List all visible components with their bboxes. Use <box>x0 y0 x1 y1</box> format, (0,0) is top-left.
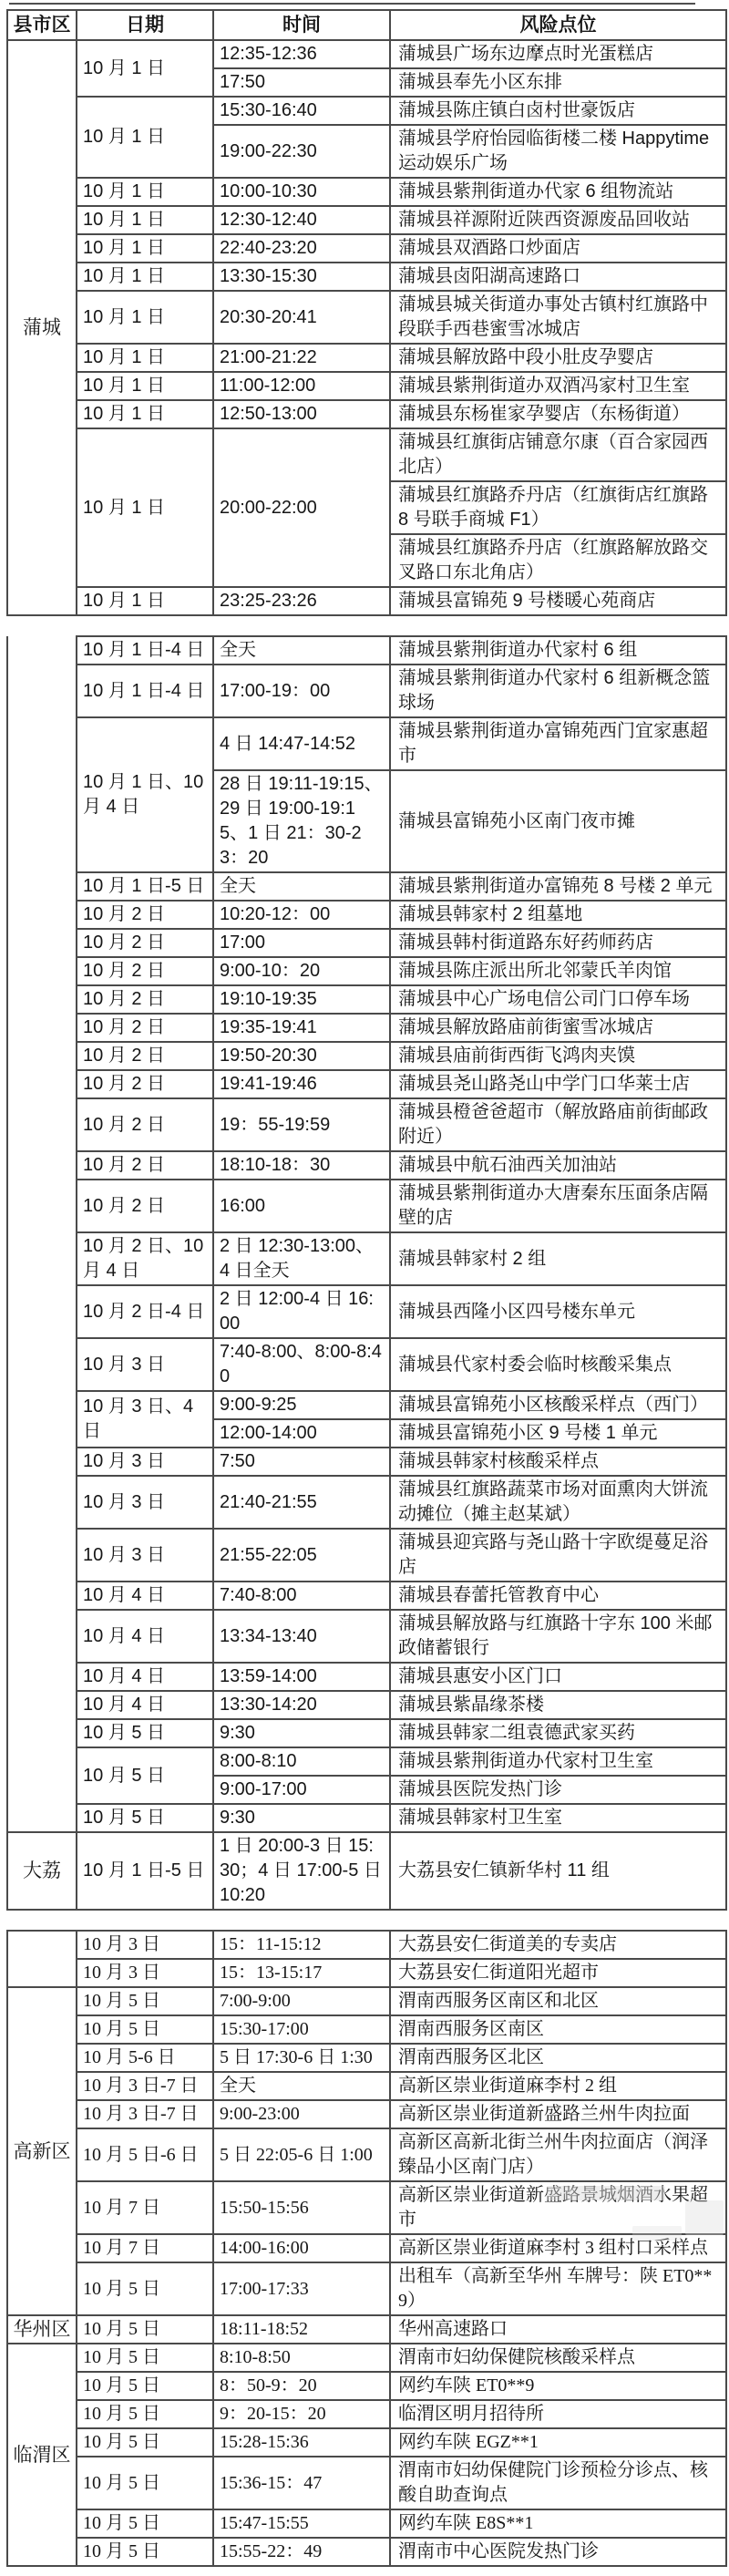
risk-table-1 <box>6 9 727 616</box>
time-cell: 15：11-15:12 <box>213 1931 390 1959</box>
place-cell: 蒲城县韩家村卫生室 <box>390 1804 726 1832</box>
table-row <box>7 901 726 929</box>
table-row <box>7 929 726 957</box>
table-row <box>7 234 726 263</box>
time-cell: 19：55-19:59 <box>213 1098 390 1151</box>
date-cell: 10 月 7 日 <box>77 2234 213 2262</box>
date-cell: 10 月 5 日 <box>77 2457 213 2509</box>
time-cell: 9:30 <box>213 1804 390 1832</box>
table-row <box>7 1098 726 1151</box>
table-row <box>7 2072 726 2100</box>
time-cell: 9:00-10：20 <box>213 957 390 985</box>
date-cell: 10 月 2 日-4 日 <box>77 1285 213 1338</box>
date-cell: 10 月 4 日 <box>77 1582 213 1610</box>
table-row <box>7 636 726 665</box>
time-cell: 23:25-23:26 <box>213 587 390 615</box>
time-cell: 8:10-8:50 <box>213 2344 390 2372</box>
time-cell: 8：50-9：20 <box>213 2372 390 2400</box>
header-row <box>7 10 726 40</box>
date-cell: 10 月 5 日 <box>77 2428 213 2457</box>
place-cell: 华州高速路口 <box>390 2315 726 2344</box>
table-row <box>7 206 726 234</box>
place-cell: 临渭区明月招待所 <box>390 2400 726 2428</box>
table-row <box>7 2128 726 2181</box>
time-cell: 10:00-10:30 <box>213 178 390 206</box>
table-gap <box>5 616 726 635</box>
date-cell: 10 月 5 日 <box>77 1804 213 1832</box>
date-cell: 10 月 3 日 <box>77 1959 213 1987</box>
region-cell <box>7 1931 77 1987</box>
date-cell: 10 月 2 日 <box>77 957 213 985</box>
date-cell: 10 月 5 日 <box>77 1719 213 1747</box>
time-cell: 9:30 <box>213 1719 390 1747</box>
date-cell: 10 月 5 日 <box>77 2344 213 2372</box>
date-cell: 10 月 5 日 <box>77 1747 213 1804</box>
date-cell: 10 月 1 日 <box>77 234 213 263</box>
table-row <box>7 1987 726 2015</box>
date-cell: 10 月 1 日 <box>77 40 213 97</box>
date-cell: 10 月 3 日 <box>77 1931 213 1959</box>
time-cell: 15:36-15：47 <box>213 2457 390 2509</box>
date-cell: 10 月 1 日 <box>77 400 213 428</box>
header-col-3: 风险点位 <box>390 10 726 40</box>
place-cell: 蒲城县韩家村 2 组墓地 <box>390 901 726 929</box>
place-cell: 蒲城县红旗街店铺意尔康（百合家园西北店） <box>390 428 726 481</box>
date-cell: 10 月 1 日-5 日 <box>77 1832 213 1910</box>
place-cell: 蒲城县广场东边摩点时光蛋糕店 <box>390 40 726 68</box>
place-cell: 蒲城县卤阳湖高速路口 <box>390 263 726 291</box>
time-cell: 9:00-17:00 <box>213 1776 390 1804</box>
time-cell: 14:00-16:00 <box>213 2234 390 2262</box>
place-cell: 蒲城县东杨崔家孕婴店（东杨街道） <box>390 400 726 428</box>
watermark <box>547 2186 665 2200</box>
date-cell: 10 月 3 日 <box>77 1448 213 1476</box>
table-row <box>7 2315 726 2344</box>
date-cell: 10 月 3 日、4 日 <box>77 1391 213 1448</box>
table-row <box>7 400 726 428</box>
date-cell: 10 月 3 日-7 日 <box>77 2100 213 2128</box>
table-row <box>7 1691 726 1719</box>
date-cell: 10 月 2 日 <box>77 1014 213 1042</box>
table-gap <box>5 1911 726 1930</box>
region-cell: 临渭区 <box>7 2344 77 2566</box>
place-cell: 大荔县安仁街道阳光超市 <box>390 1959 726 1987</box>
date-cell: 10 月 1 日 <box>77 344 213 372</box>
place-cell: 高新区崇业街道麻李村 3 组村口采样点 <box>390 2234 726 2262</box>
place-cell: 蒲城县红旗路乔丹店（红旗路解放路交叉路口东北角店） <box>390 534 726 587</box>
date-cell: 10 月 5 日 <box>77 2400 213 2428</box>
watermark <box>685 2200 724 2235</box>
date-cell: 10 月 4 日 <box>77 1610 213 1663</box>
place-cell: 蒲城县红旗路蔬菜市场对面熏肉大饼流动摊位（摊主赵某斌） <box>390 1476 726 1529</box>
date-cell: 10 月 1 日 <box>77 263 213 291</box>
place-cell: 渭南市妇幼保健院门诊预检分诊点、核酸自助查询点 <box>390 2457 726 2509</box>
place-cell: 蒲城县韩家村 2 组 <box>390 1232 726 1285</box>
time-cell: 18:10-18：30 <box>213 1151 390 1180</box>
time-cell: 18:11-18:52 <box>213 2315 390 2344</box>
place-cell: 蒲城县中心广场电信公司门口停车场 <box>390 985 726 1014</box>
table-row <box>7 1832 726 1910</box>
time-cell: 5 日 22:05-6 日 1:00 <box>213 2128 390 2181</box>
risk-table-2 <box>6 635 727 1911</box>
table-row <box>7 2538 726 2566</box>
place-cell: 蒲城县解放路与红旗路十字东 100 米邮政储蓄银行 <box>390 1610 726 1663</box>
place-cell: 蒲城县尧山路尧山中学门口华莱士店 <box>390 1070 726 1098</box>
time-cell: 21:55-22:05 <box>213 1529 390 1582</box>
date-cell: 10 月 1 日 <box>77 206 213 234</box>
place-cell: 蒲城县庙前街西街飞鸿肉夹馍 <box>390 1042 726 1070</box>
region-cell: 华州区 <box>7 2315 77 2344</box>
place-cell: 蒲城县惠安小区门口 <box>390 1663 726 1691</box>
place-cell: 蒲城县富锦苑 9 号楼暖心苑商店 <box>390 587 726 615</box>
table-row <box>7 1448 726 1476</box>
place-cell: 蒲城县紫荆街道办双酒冯家村卫生室 <box>390 372 726 400</box>
date-cell: 10 月 5 日-6 日 <box>77 2128 213 2181</box>
place-cell: 蒲城县韩村街道路东好药师药店 <box>390 929 726 957</box>
place-cell: 蒲城县红旗路乔丹店（红旗街店红旗路 8 号联手商城 F1） <box>390 481 726 534</box>
table-row <box>7 1719 726 1747</box>
time-cell: 13:30-15:30 <box>213 263 390 291</box>
date-cell: 10 月 1 日 <box>77 428 213 587</box>
date-cell: 10 月 2 日 <box>77 929 213 957</box>
date-cell: 10 月 1 日 <box>77 587 213 615</box>
date-cell: 10 月 5 日 <box>77 1987 213 2015</box>
place-cell: 蒲城县紫晶缘茶楼 <box>390 1691 726 1719</box>
top-border-line <box>9 3 695 5</box>
time-cell: 12:30-12:40 <box>213 206 390 234</box>
place-cell: 蒲城县紫荆街道办富锦苑西门宜家惠超市 <box>390 717 726 770</box>
table-row <box>7 2457 726 2509</box>
risk-table-3 <box>6 1930 727 2567</box>
table-row <box>7 2372 726 2400</box>
header-col-0: 县市区 <box>7 10 77 40</box>
table-row <box>7 1391 726 1419</box>
table-row <box>7 2234 726 2262</box>
place-cell: 高新区崇业街道新盛路兰州牛肉拉面 <box>390 2100 726 2128</box>
place-cell: 蒲城县城关街道办事处古镇村红旗路中段联手西巷蜜雪冰城店 <box>390 291 726 344</box>
time-cell: 15：13-15:17 <box>213 1959 390 1987</box>
date-cell: 10 月 5 日 <box>77 2015 213 2044</box>
time-cell: 19:00-22:30 <box>213 125 390 178</box>
time-cell: 15:47-15:55 <box>213 2509 390 2538</box>
time-cell: 13:30-14:20 <box>213 1691 390 1719</box>
table-row <box>7 428 726 481</box>
place-cell: 蒲城县祥源附近陕西资源废品回收站 <box>390 206 726 234</box>
time-cell: 全天 <box>213 636 390 665</box>
time-cell: 19:35-19:41 <box>213 1014 390 1042</box>
date-cell: 10 月 1 日 <box>77 372 213 400</box>
time-cell: 5 日 17:30-6 日 1:30 <box>213 2044 390 2072</box>
time-cell: 7:40-8:00 <box>213 1582 390 1610</box>
time-cell: 16:00 <box>213 1180 390 1232</box>
time-cell: 9:00-9:25 <box>213 1391 390 1419</box>
date-cell: 10 月 3 日 <box>77 1476 213 1529</box>
place-cell: 渭南西服务区南区 <box>390 2015 726 2044</box>
header-col-1: 日期 <box>77 10 213 40</box>
table-row <box>7 957 726 985</box>
table-row <box>7 717 726 770</box>
place-cell: 蒲城县韩家二组袁德武家买药 <box>390 1719 726 1747</box>
place-cell: 渭南市妇幼保健院核酸采样点 <box>390 2344 726 2372</box>
table-row <box>7 2015 726 2044</box>
place-cell: 蒲城县代家村委会临时核酸采集点 <box>390 1338 726 1391</box>
time-cell: 13:59-14:00 <box>213 1663 390 1691</box>
table-row <box>7 1285 726 1338</box>
time-cell: 20:30-20:41 <box>213 291 390 344</box>
place-cell: 蒲城县双酒路口炒面店 <box>390 234 726 263</box>
date-cell: 10 月 5 日 <box>77 2262 213 2315</box>
time-cell: 19:41-19:46 <box>213 1070 390 1098</box>
table-row <box>7 1042 726 1070</box>
time-cell: 4 日 14:47-14:52 <box>213 717 390 770</box>
table-row <box>7 40 726 68</box>
table-row <box>7 1070 726 1098</box>
time-cell: 8:00-8:10 <box>213 1747 390 1776</box>
time-cell: 12:00-14:00 <box>213 1419 390 1448</box>
place-cell: 蒲城县解放路庙前街蜜雪冰城店 <box>390 1014 726 1042</box>
time-cell: 7:40-8:00、8:00-8:40 <box>213 1338 390 1391</box>
table-row <box>7 1529 726 1582</box>
date-cell: 10 月 1 日 <box>77 97 213 178</box>
table-row <box>7 263 726 291</box>
place-cell: 蒲城县紫荆街道办富锦苑 8 号楼 2 单元 <box>390 872 726 901</box>
table-row <box>7 1582 726 1610</box>
date-cell: 10 月 5-6 日 <box>77 2044 213 2072</box>
date-cell: 10 月 1 日、10 月 4 日 <box>77 717 213 872</box>
date-cell: 10 月 2 日 <box>77 901 213 929</box>
place-cell: 蒲城县春蕾托管教育中心 <box>390 1582 726 1610</box>
date-cell: 10 月 1 日-5 日 <box>77 872 213 901</box>
place-cell: 网约车陕 EGZ**1 <box>390 2428 726 2457</box>
date-cell: 10 月 5 日 <box>77 2372 213 2400</box>
date-cell: 10 月 1 日 <box>77 291 213 344</box>
time-cell: 17:00-19：00 <box>213 665 390 717</box>
watermark <box>632 2226 682 2241</box>
table-row <box>7 1476 726 1529</box>
date-cell: 10 月 2 日 <box>77 985 213 1014</box>
time-cell: 28 日 19:11-19:15、29 日 19:00-19:15、1 日 21：30-23：20 <box>213 770 390 872</box>
date-cell: 10 月 4 日 <box>77 1663 213 1691</box>
time-cell: 7:50 <box>213 1448 390 1476</box>
table-row <box>7 1151 726 1180</box>
place-cell: 蒲城县迎宾路与尧山路十字欧缇蔓足浴店 <box>390 1529 726 1582</box>
place-cell: 蒲城县紫荆街道办代家 6 组物流站 <box>390 178 726 206</box>
time-cell: 15:50-15:56 <box>213 2181 390 2234</box>
place-cell: 渭南西服务区南区和北区 <box>390 1987 726 2015</box>
time-cell: 全天 <box>213 872 390 901</box>
table-row <box>7 1931 726 1959</box>
table-row <box>7 344 726 372</box>
time-cell: 19:10-19:35 <box>213 985 390 1014</box>
place-cell: 大荔县安仁镇新华村 11 组 <box>390 1832 726 1910</box>
place-cell: 蒲城县医院发热门诊 <box>390 1776 726 1804</box>
date-cell: 10 月 1 日-4 日 <box>77 665 213 717</box>
date-cell: 10 月 5 日 <box>77 2538 213 2566</box>
time-cell: 15:28-15:36 <box>213 2428 390 2457</box>
table-row <box>7 2344 726 2372</box>
table-row <box>7 2262 726 2315</box>
date-cell: 10 月 2 日、10 月 4 日 <box>77 1232 213 1285</box>
table-row <box>7 2400 726 2428</box>
time-cell: 21:40-21:55 <box>213 1476 390 1529</box>
table-row <box>7 1014 726 1042</box>
table-row <box>7 178 726 206</box>
place-cell: 蒲城县中航石油西关加油站 <box>390 1151 726 1180</box>
table-row <box>7 1959 726 1987</box>
date-cell: 10 月 2 日 <box>77 1070 213 1098</box>
time-cell: 17:50 <box>213 68 390 97</box>
time-cell: 2 日 12:30-13:00、4 日全天 <box>213 1232 390 1285</box>
place-cell: 网约车陕 E8S**1 <box>390 2509 726 2538</box>
date-cell: 10 月 3 日 <box>77 1529 213 1582</box>
time-cell: 12:35-12:36 <box>213 40 390 68</box>
place-cell: 大荔县安仁街道美的专卖店 <box>390 1931 726 1959</box>
date-cell: 10 月 1 日 <box>77 178 213 206</box>
table-row <box>7 1610 726 1663</box>
time-cell: 17:00 <box>213 929 390 957</box>
place-cell: 高新区崇业街道新盛路景城烟酒水果超市 <box>390 2181 726 2234</box>
date-cell: 10 月 3 日 <box>77 1338 213 1391</box>
table-row <box>7 872 726 901</box>
date-cell: 10 月 2 日 <box>77 1151 213 1180</box>
time-cell: 11:00-12:00 <box>213 372 390 400</box>
table-row <box>7 2509 726 2538</box>
time-cell: 17:00-17:33 <box>213 2262 390 2315</box>
place-cell: 蒲城县富锦苑小区核酸采样点（西门） <box>390 1391 726 1419</box>
time-cell: 1 日 20:00-3 日 15:30；4 日 17:00-5 日 10:20 <box>213 1832 390 1910</box>
time-cell: 9：20-15：20 <box>213 2400 390 2428</box>
table-row <box>7 2044 726 2072</box>
place-cell: 蒲城县西隆小区四号楼东单元 <box>390 1285 726 1338</box>
date-cell: 10 月 7 日 <box>77 2181 213 2234</box>
place-cell: 出租车（高新至华州 车牌号：陕 ET0**9） <box>390 2262 726 2315</box>
place-cell: 渭南市中心医院发热门诊 <box>390 2538 726 2566</box>
time-cell: 21:00-21:22 <box>213 344 390 372</box>
time-cell: 12:50-13:00 <box>213 400 390 428</box>
place-cell: 网约车陕 ET0**9 <box>390 2372 726 2400</box>
time-cell: 22:40-23:20 <box>213 234 390 263</box>
table-row <box>7 1180 726 1232</box>
table-row <box>7 587 726 615</box>
table-row <box>7 985 726 1014</box>
table-row <box>7 1804 726 1832</box>
date-cell: 10 月 2 日 <box>77 1098 213 1151</box>
time-cell: 19:50-20:30 <box>213 1042 390 1070</box>
date-cell: 10 月 3 日-7 日 <box>77 2072 213 2100</box>
time-cell: 7:00-9:00 <box>213 1987 390 2015</box>
place-cell: 高新区崇业街道麻李村 2 组 <box>390 2072 726 2100</box>
place-cell: 蒲城县解放路中段小肚皮孕婴店 <box>390 344 726 372</box>
table-row <box>7 1747 726 1776</box>
place-cell: 蒲城县紫荆街道办代家村卫生室 <box>390 1747 726 1776</box>
time-cell: 9:00-23:00 <box>213 2100 390 2128</box>
place-cell: 蒲城县紫荆街道办大唐秦东压面条店隔壁的店 <box>390 1180 726 1232</box>
table-row <box>7 372 726 400</box>
time-cell: 15:55-22：49 <box>213 2538 390 2566</box>
table-row <box>7 1338 726 1391</box>
time-cell: 10:20-12：00 <box>213 901 390 929</box>
date-cell: 10 月 1 日-4 日 <box>77 636 213 665</box>
place-cell: 蒲城县陈庄镇白卤村世豪饭店 <box>390 97 726 125</box>
time-cell: 13:34-13:40 <box>213 1610 390 1663</box>
place-cell: 蒲城县紫荆街道办代家村 6 组新概念篮球场 <box>390 665 726 717</box>
place-cell: 高新区高新北街兰州牛肉拉面店（润泽臻品小区南门店） <box>390 2128 726 2181</box>
time-cell: 20:00-22:00 <box>213 428 390 587</box>
date-cell: 10 月 2 日 <box>77 1042 213 1070</box>
region-cell: 蒲城 <box>7 40 77 615</box>
place-cell: 蒲城县学府怡园临街楼二楼 Happytime 运动娱乐广场 <box>390 125 726 178</box>
date-cell: 10 月 4 日 <box>77 1691 213 1719</box>
table-row <box>7 291 726 344</box>
time-cell: 15:30-17:00 <box>213 2015 390 2044</box>
region-cell: 大荔 <box>7 1832 77 1910</box>
date-cell: 10 月 5 日 <box>77 2315 213 2344</box>
place-cell: 蒲城县韩家村核酸采样点 <box>390 1448 726 1476</box>
place-cell: 蒲城县奉先小区东排 <box>390 68 726 97</box>
place-cell: 蒲城县富锦苑小区南门夜市摊 <box>390 770 726 872</box>
time-cell: 2 日 12:00-4 日 16:00 <box>213 1285 390 1338</box>
place-cell: 蒲城县橙爸爸超市（解放路庙前街邮政附近） <box>390 1098 726 1151</box>
table-row <box>7 2428 726 2457</box>
table-row <box>7 665 726 717</box>
tables-container <box>5 9 726 2567</box>
place-cell: 蒲城县紫荆街道办代家村 6 组 <box>390 636 726 665</box>
table-row <box>7 1232 726 1285</box>
time-cell: 全天 <box>213 2072 390 2100</box>
place-cell: 渭南西服务区北区 <box>390 2044 726 2072</box>
table-row <box>7 97 726 125</box>
date-cell: 10 月 2 日 <box>77 1180 213 1232</box>
time-cell: 15:30-16:40 <box>213 97 390 125</box>
table-row <box>7 2100 726 2128</box>
region-cell <box>7 636 77 1832</box>
table-row <box>7 1663 726 1691</box>
place-cell: 蒲城县陈庄派出所北邻蒙氏羊肉馆 <box>390 957 726 985</box>
place-cell: 蒲城县富锦苑小区 9 号楼 1 单元 <box>390 1419 726 1448</box>
region-cell: 高新区 <box>7 1987 77 2315</box>
date-cell: 10 月 5 日 <box>77 2509 213 2538</box>
header-col-2: 时间 <box>213 10 390 40</box>
